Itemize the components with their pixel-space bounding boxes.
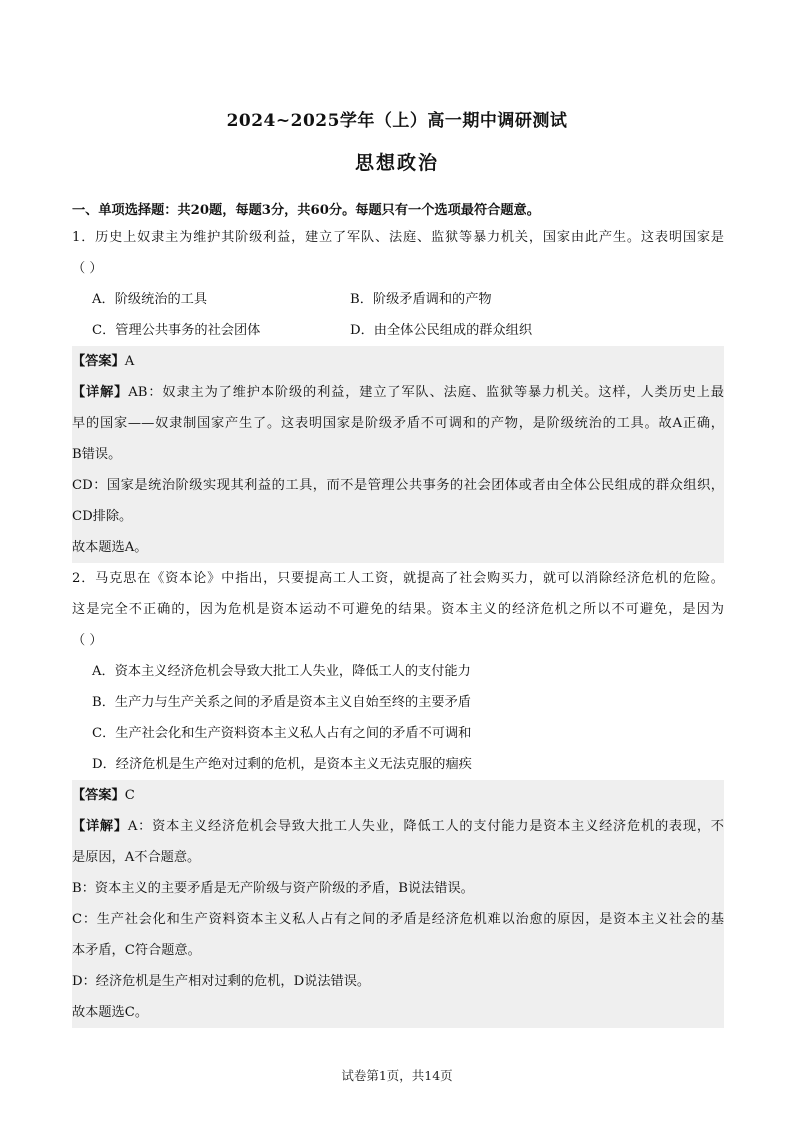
q1-answer-value: A bbox=[124, 354, 135, 369]
q1-detail-text: AB：奴隶主为了维护本阶级的利益，建立了军队、法庭、监狱等暴力机关。这样，人类历史上最 bbox=[128, 385, 724, 400]
q2-answer-value: C bbox=[124, 788, 135, 803]
q1-stem-blank: （ ） bbox=[72, 261, 103, 276]
q1-option-b: B．阶级矛盾调和的产物 bbox=[350, 292, 492, 307]
q2-detail-line: 本矛盾，C符合题意。 bbox=[72, 943, 201, 958]
page-footer: 试卷第1页，共14页 bbox=[341, 1068, 453, 1083]
q1-detail-line: B错误。 bbox=[72, 447, 122, 462]
q2-detail-line: B：资本主义的主要矛盾是无产阶级与资产阶级的矛盾，B说法错误。 bbox=[72, 881, 474, 896]
q2-answer-label: 【答案】 bbox=[72, 788, 125, 803]
q1-answer bbox=[72, 346, 724, 377]
q2-stem-line: 2．马克思在《资本论》中指出，只要提高工人工资，就提高了社会购买力，就可以消除经济危机的危险。 bbox=[72, 571, 724, 586]
q1-option-c: C．管理公共事务的社会团体 bbox=[92, 323, 261, 338]
q2-option-d: D．经济危机是生产绝对过剩的危机，是资本主义无法克服的痼疾 bbox=[92, 757, 472, 772]
question-2 bbox=[72, 563, 724, 1028]
q2-detail-label: 【详解】 bbox=[72, 819, 128, 834]
question-1 bbox=[72, 222, 724, 563]
q2-option-b: B．生产力与生产关系之间的矛盾是资本主义自始至终的主要矛盾 bbox=[92, 695, 471, 710]
exam-body bbox=[72, 200, 724, 1028]
q1-stem-line: 1．历史上奴隶主为维护其阶级利益，建立了军队、法庭、监狱等暴力机关，国家由此产生。这表明国家是 bbox=[72, 230, 724, 245]
q2-answer-block bbox=[72, 780, 724, 1028]
q2-stem-blank: （ ） bbox=[72, 633, 103, 648]
q1-options-row-1 bbox=[72, 284, 724, 315]
q2-answer bbox=[72, 780, 724, 811]
q1-option-a: A．阶级统治的工具 bbox=[92, 292, 208, 307]
exam-title: 2024~2025学年（上）高一期中调研测试 bbox=[226, 111, 568, 131]
q2-conclusion: 故本题选C。 bbox=[72, 1005, 149, 1020]
q2-option-c: C．生产社会化和生产资料资本主义私人占有之间的矛盾不可调和 bbox=[92, 726, 472, 741]
q1-detail-line: CD：国家是统治阶级实现其利益的工具，而不是管理公共事务的社会团体或者由全体公民组成的群众组织， bbox=[72, 478, 724, 493]
q2-stem-line: 这是完全不正确的，因为危机是资本运动不可避免的结果。资本主义的经济危机之所以不可避免，是因为 bbox=[72, 602, 724, 617]
q2-detail-line bbox=[72, 811, 724, 842]
section-heading: 一、单项选择题：共20题，每题3分，共60分。每题只有一个选项最符合题意。 bbox=[72, 203, 540, 218]
q1-conclusion: 故本题选A。 bbox=[72, 540, 148, 555]
q1-answer-label: 【答案】 bbox=[72, 354, 125, 369]
q1-detail-line bbox=[72, 377, 724, 408]
q2-option-a: A．资本主义经济危机会导致大批工人失业，降低工人的支付能力 bbox=[92, 664, 471, 679]
q1-detail-line: CD排除。 bbox=[72, 509, 133, 524]
q1-option-d: D．由全体公民组成的群众组织 bbox=[350, 323, 533, 338]
q2-detail-line: D：经济危机是生产相对过剩的危机，D说法错误。 bbox=[72, 974, 371, 989]
q1-options-row-2 bbox=[72, 315, 724, 346]
q1-detail-line: 早的国家——奴隶制国家产生了。这表明国家是阶级矛盾不可调和的产物，是阶级统治的工具。故A正确， bbox=[72, 416, 724, 431]
q2-detail-line: C：生产社会化和生产资料资本主义私人占有之间的矛盾是经济危机难以治愈的原因，是资本主义社会的基 bbox=[72, 912, 724, 927]
q2-detail-line: 是原因，A不合题意。 bbox=[72, 850, 201, 865]
subject-title: 思想政治 bbox=[354, 152, 439, 174]
q2-detail-text: A：资本主义经济危机会导致大批工人失业，降低工人的支付能力是资本主义经济危机的表现，不 bbox=[127, 819, 724, 834]
q1-detail-label: 【详解】 bbox=[72, 385, 129, 400]
q1-answer-block bbox=[72, 346, 724, 563]
